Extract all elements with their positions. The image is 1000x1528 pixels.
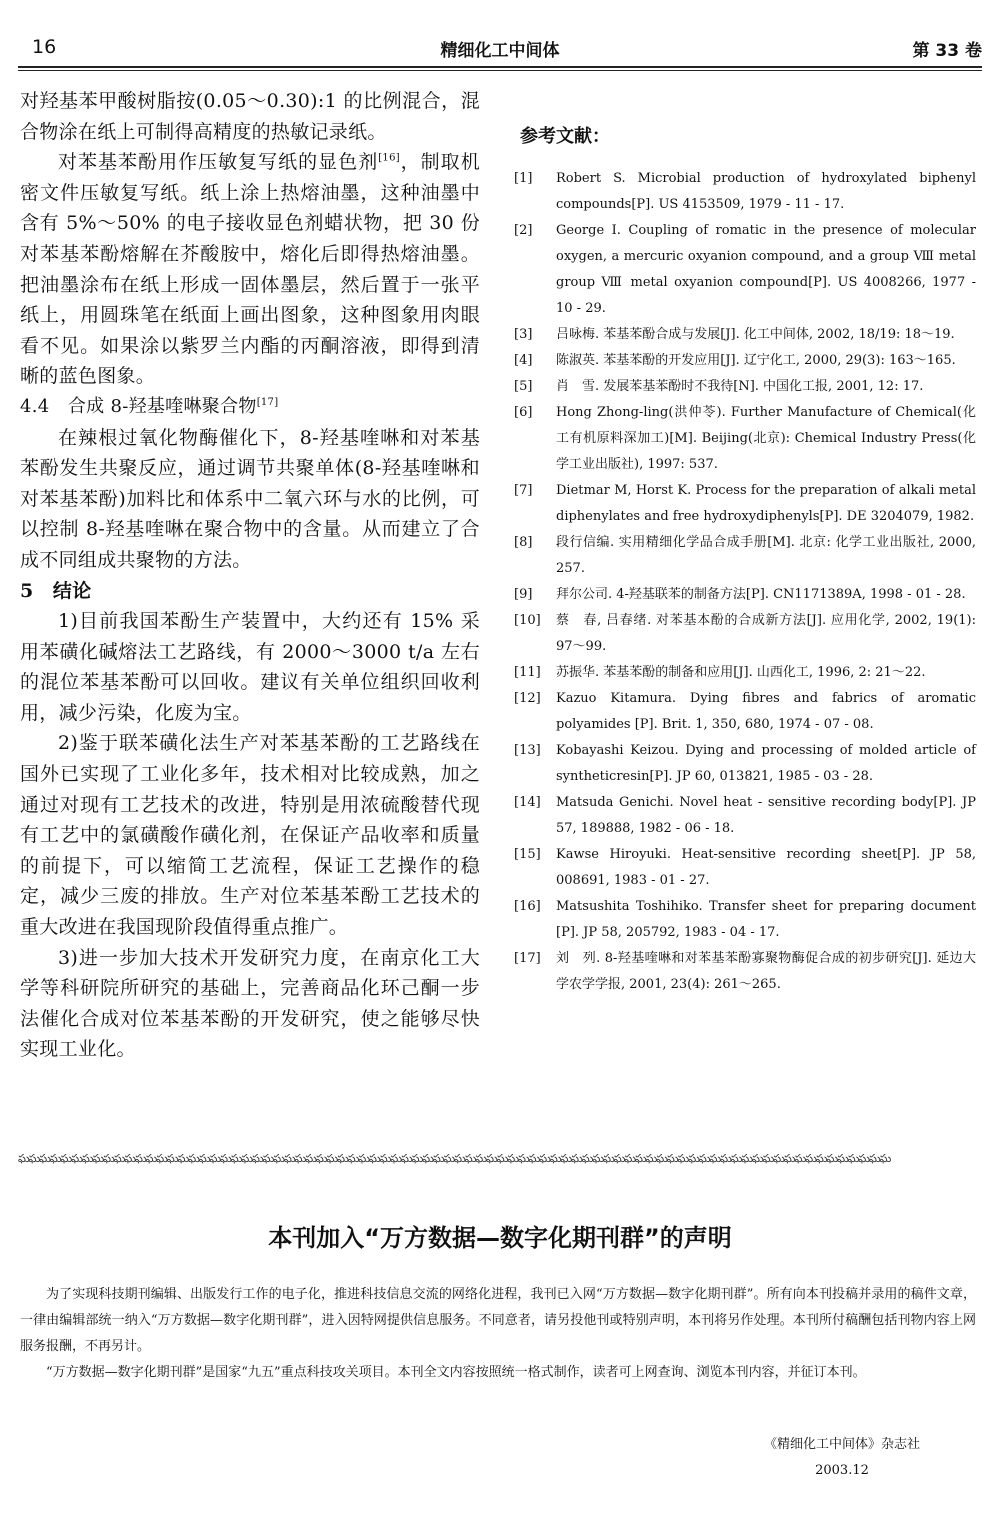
reference-text: 段行信编. 实用精细化学品合成手册[M]. 北京: 化学工业出版社, 2000, 257. <box>556 535 976 576</box>
reference-text: 陈淑英. 苯基苯酚的开发应用[J]. 辽宁化工, 2000, 29(3): 163～165. <box>556 353 956 368</box>
reference-number: [12] <box>514 691 541 706</box>
reference-number: [10] <box>514 613 541 628</box>
reference-text: George I. Coupling of romatic in the presence of molecular oxygen, a mercuric oxyanion compound, and a group Ⅷ metal group Ⅷ metal oxyanion compound[P]. US 4008266, 1977 - 10 - 29. <box>556 223 976 316</box>
reference-text: Dietmar M, Horst K. Process for the preparation of alkali metal diphenylates and free hydroxydiphenyls[P]. DE 3204079, 1982. <box>556 483 976 524</box>
reference-text: 苏振华. 苯基苯酚的制备和应用[J]. 山西化工, 1996, 2: 21～22. <box>556 665 926 680</box>
reference-item <box>514 608 976 660</box>
header-rule <box>18 66 982 71</box>
reference-item <box>514 790 976 842</box>
reference-number: [16] <box>514 899 541 914</box>
citation-17: [17] <box>256 396 279 408</box>
subsection-heading <box>20 392 480 423</box>
reference-text: 吕咏梅. 苯基苯酚合成与发展[J]. 化工中间体, 2002, 18/19: 18～19. <box>556 327 955 342</box>
notice-signature <box>752 1432 932 1484</box>
paragraph-1: 对羟基苯甲酸树脂按(0.05～0.30):1 的比例混合，混合物涂在纸上可制得高精度的热敏记录纸。 <box>20 90 480 143</box>
notice-title: 本刊加入“万方数据—数字化期刊群”的声明 <box>268 1224 732 1252</box>
reference-number: [7] <box>514 483 533 498</box>
reference-item <box>514 582 976 608</box>
conclusion-2: 2)鉴于联苯磺化法生产对苯基苯酚的工艺路线在国外已实现了工业化多年，技术相对比较成熟，加之通过对现有工艺技术的改进，特别是用浓硫酸替代现有工艺中的氯磺酸作磺化剂，在保证产品收率和质量的前提下，可以缩简工艺流程，保证工艺操作的稳定，减少三废的排放。生产对位苯基苯酚工艺技术的重大改进在我国现阶段值得重点推广。 <box>20 732 480 939</box>
reference-item <box>514 660 976 686</box>
reference-item <box>514 400 976 478</box>
reference-item <box>514 322 976 348</box>
decorative-divider: ఘఘఘఘఘఘఘఘఘఘఘఘఘఘఘఘఘఘఘఘఘఘఘఘఘఘఘఘఘఘఘఘఘఘఘఘఘఘఘఘఘఘఘఘఘఘఘఘఘఘఘఘఘఘఘఘఘఘఘఘఘఘఘఘఘఘఘఘఘఘఘఘఘఘఘఘఘఘఘఘఘఘ <box>18 1152 891 1165</box>
reference-number: [4] <box>514 353 533 368</box>
paragraph-2-part-a: 对苯基苯酚用作压敏复写纸的显色剂 <box>58 151 379 174</box>
reference-item <box>514 218 976 322</box>
reference-text: 肖 雪. 发展苯基苯酚时不我待[N]. 中国化工报, 2001, 12: 17. <box>556 379 924 394</box>
reference-text: Robert S. Microbial production of hydroxylated biphenyl compounds[P]. US 4153509, 1979 - 11 - 17. <box>556 171 976 212</box>
page-header <box>18 30 982 64</box>
reference-item <box>514 686 976 738</box>
references-column <box>514 86 976 998</box>
reference-item <box>514 842 976 894</box>
conclusion-3: 3)进一步加大技术开发研究力度，在南京化工大学等科研院所研究的基础上，完善商品化环己酮一步法催化合成对位苯基苯酚的开发研究，使之能够尽快实现工业化。 <box>20 946 480 1061</box>
journal-name: 精细化工中间体 <box>440 41 560 61</box>
reference-text: Matsushita Toshihiko. Transfer sheet for preparing document [P]. JP 58, 205792, 1983 - 04 - 17. <box>556 899 976 940</box>
references-title: 参考文献： <box>520 126 610 147</box>
references-list <box>514 166 976 998</box>
reference-item <box>514 530 976 582</box>
paragraph-2 <box>20 147 480 392</box>
reference-text: Matsuda Genichi. Novel heat - sensitive recording body[P]. JP 57, 189888, 1982 - 06 - 18. <box>556 795 976 836</box>
reference-number: [1] <box>514 171 533 186</box>
page-number: 16 <box>32 36 57 58</box>
signature-publisher: 《精细化工中间体》杂志社 <box>763 1437 920 1452</box>
reference-number: [11] <box>514 665 541 680</box>
reference-item <box>514 478 976 530</box>
signature-date: 2003.12 <box>815 1463 869 1478</box>
paragraph-3: 在辣根过氧化物酶催化下，8-羟基喹啉和对苯基苯酚发生共聚反应，通过调节共聚单体(8-羟基喹啉和对苯基苯酚)加料比和体系中二氧六环与水的比例，可以控制 8-羟基喹啉在聚合物中的含量。从而建立了合成不同组成共聚物的方法。 <box>20 426 480 571</box>
reference-item <box>514 946 976 998</box>
citation-16: [16] <box>378 152 400 164</box>
reference-item <box>514 166 976 218</box>
reference-item <box>514 738 976 790</box>
paragraph-2-part-b: ，制取机密文件压敏复写纸。纸上涂上热熔油墨，这种油墨中含有 5%～50% 的电子接收显色剂蜡状物，把 30 份对苯基苯酚熔解在芥酸胺中，熔化后即得热熔油墨。把油墨涂布在纸上形成一固体墨层，然后置于一张平纸上，用圆珠笔在纸面上画出图象，这种图象用肉眼看不见。如果涂以紫罗兰内酯的丙酮溶液，即得到清晰的蓝色图象。 <box>20 151 480 388</box>
reference-number: [3] <box>514 327 533 342</box>
notice-paragraph-1: 为了实现科技期刊编辑、出版发行工作的电子化，推进科技信息交流的网络化进程，我刊已入网“万方数据—数字化期刊群”。所有向本刊投稿并录用的稿件文章，一律由编辑部统一纳入“万方数据—数字化期刊群”，进入因特网提供信息服务。不同意者，请另投他刊或特别声明，本刊将另作处理。本刊所付稿酬包括刊物内容上网服务报酬，不再另计。 <box>20 1287 976 1354</box>
reference-number: [14] <box>514 795 541 810</box>
subsection-heading-text: 4.4 合成 8-羟基喹啉聚合物 <box>20 395 257 417</box>
reference-number: [9] <box>514 587 533 602</box>
reference-text: Kawse Hiroyuki. Heat-sensitive recording sheet[P]. JP 58, 008691, 1983 - 01 - 27. <box>556 847 976 888</box>
reference-number: [17] <box>514 951 541 966</box>
reference-item <box>514 894 976 946</box>
section-heading: 5 结论 <box>20 579 92 602</box>
reference-text: 刘 列. 8-羟基喹啉和对苯基苯酚寡聚物酶促合成的初步研究[J]. 延边大学农学学报, 2001, 23(4): 261～265. <box>556 951 976 992</box>
notice-paragraph-2: “万方数据—数字化期刊群”是国家“九五”重点科技攻关项目。本刊全文内容按照统一格式制作，读者可上网查询、浏览本刊内容，并征订本刊。 <box>46 1365 866 1380</box>
reference-number: [13] <box>514 743 541 758</box>
reference-number: [2] <box>514 223 533 238</box>
notice-body <box>20 1282 976 1386</box>
reference-text: 拜尔公司. 4-羟基联苯的制备方法[P]. CN1171389A, 1998 - 01 - 28. <box>556 587 966 602</box>
conclusion-1: 1)目前我国苯酚生产装置中，大约还有 15% 采用苯磺化碱熔法工艺路线，有 2000～3000 t/a 左右的混位苯基苯酚可以回收。建议有关单位组织回收利用，减少污染，化废为宝。 <box>20 610 480 724</box>
reference-number: [6] <box>514 405 533 420</box>
reference-number: [8] <box>514 535 533 550</box>
reference-number: [5] <box>514 379 533 394</box>
reference-text: Kobayashi Keizou. Dying and processing of molded article of syntheticresin[P]. JP 60, 013821, 1985 - 03 - 28. <box>556 743 976 784</box>
volume-label: 第 33 卷 <box>912 41 982 61</box>
reference-item <box>514 374 976 400</box>
reference-item <box>514 348 976 374</box>
reference-text: Hong Zhong-ling(洪仲苓). Further Manufacture of Chemical(化工有机原料深加工)[M]. Beijing(北京): Chemical Industry Press(化学工业出版社), 1997: 537. <box>556 405 976 472</box>
reference-text: Kazuo Kitamura. Dying fibres and fabrics of aromatic polyamides [P]. Brit. 1, 350, 680, 1974 - 07 - 08. <box>556 691 976 732</box>
reference-text: 蔡 春, 吕春绪. 对苯基本酚的合成新方法[J]. 应用化学, 2002, 19(1): 97～99. <box>556 613 976 654</box>
left-column <box>20 86 480 1065</box>
reference-number: [15] <box>514 847 541 862</box>
